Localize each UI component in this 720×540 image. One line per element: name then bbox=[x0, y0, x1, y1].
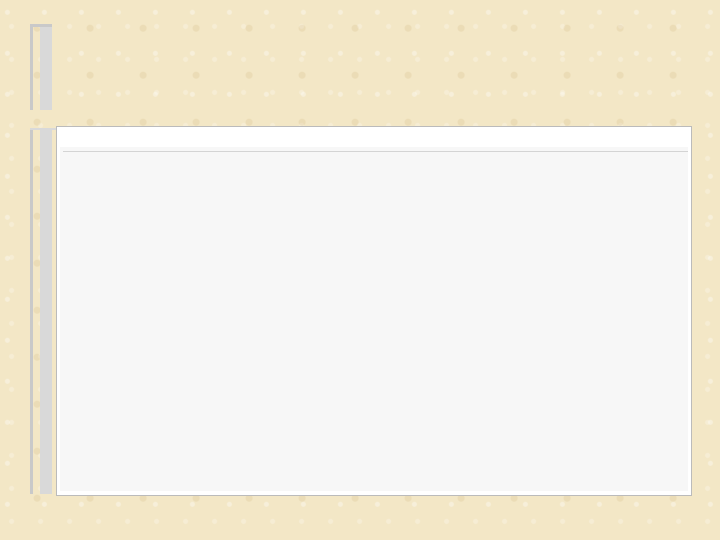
decor-top-line bbox=[30, 24, 52, 27]
table-frame bbox=[56, 126, 692, 496]
decor-left-bar-lower-2 bbox=[40, 130, 52, 494]
decor-left-bar-2 bbox=[40, 24, 52, 110]
header-temps bbox=[63, 151, 121, 152]
header-t3 bbox=[426, 151, 571, 152]
decor-left-bar-lower bbox=[30, 130, 33, 494]
header-etat bbox=[571, 151, 688, 152]
header-t1 bbox=[121, 151, 264, 152]
header-t2 bbox=[264, 151, 427, 152]
table-panel bbox=[60, 147, 688, 491]
decor-left-bar bbox=[30, 24, 33, 110]
transaction-table bbox=[63, 151, 688, 152]
table-header-row bbox=[63, 151, 688, 152]
